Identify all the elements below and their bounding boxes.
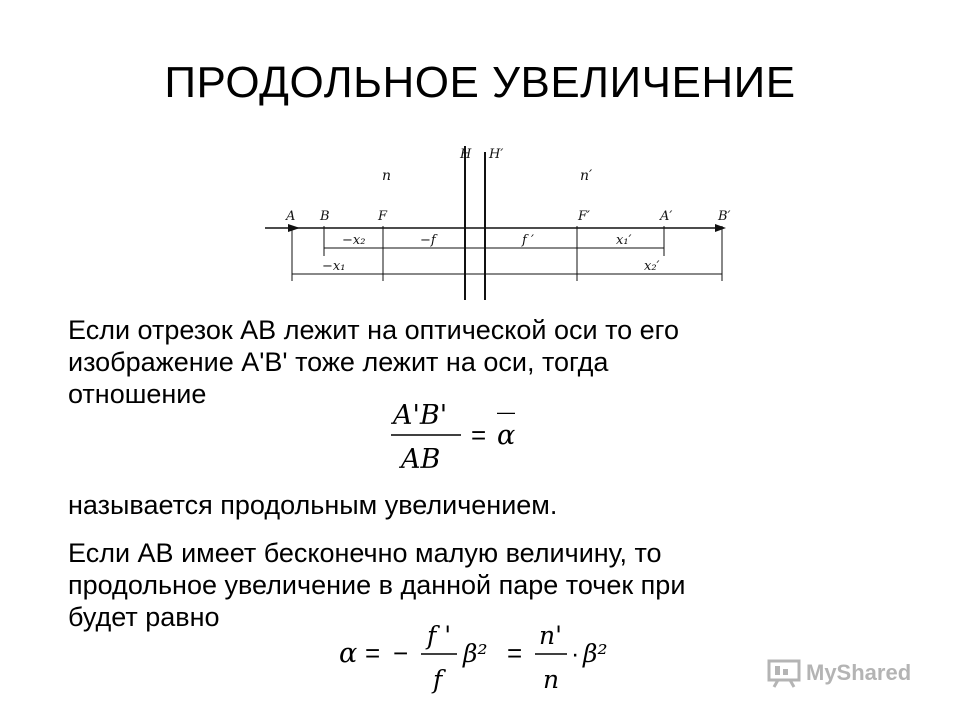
label-b: B: [320, 209, 330, 224]
label-x1-prime: x₁′: [616, 233, 632, 248]
paragraph-2: называется продольным увеличением.: [68, 490, 558, 520]
label-b-prime: B′: [718, 209, 731, 224]
formula-ratio-equals: =: [471, 420, 487, 450]
formula-equals-1: =: [365, 638, 381, 668]
axis-arrow-left: [288, 224, 300, 232]
watermark: [766, 656, 911, 690]
formula-f-prime: f ': [427, 621, 452, 650]
label-n-prime: n′: [580, 168, 593, 184]
formula-beta-squared-2: β²: [583, 639, 608, 668]
watermark-text: MyShared: [806, 660, 912, 685]
slide-title: ПРОДОЛЬНОЕ УВЕЛИЧЕНИЕ: [164, 58, 796, 107]
formula-n: n: [543, 665, 560, 694]
paragraph-1-line-2: изображение А'В' тоже лежит на оси, тогда: [68, 347, 609, 377]
formula-equals-2: =: [507, 638, 523, 668]
label-h-prime: H′: [489, 147, 504, 162]
formula-beta-squared-1: β²: [463, 639, 488, 668]
label-h: H: [460, 147, 472, 162]
formula-ratio-numerator: A'B': [393, 400, 448, 431]
label-a: A: [286, 209, 296, 224]
paragraph-3-line-2: продольное увеличение в данной паре точек при: [68, 570, 686, 600]
label-minus-x2: −x₂: [342, 233, 366, 248]
formula-ratio-alpha: α: [497, 420, 516, 451]
formula-n-prime: n': [539, 621, 562, 650]
label-minus-x1: −x₁: [322, 259, 346, 274]
paragraph-1-line-3: отношение: [68, 379, 207, 409]
formula-f: f: [433, 665, 443, 694]
optical-diagram: [260, 138, 760, 308]
formula-minus: −: [393, 638, 409, 668]
formula-dot: ·: [571, 640, 580, 668]
paragraph-3-line-1: Если АВ имеет бесконечно малую величину, то: [68, 538, 662, 568]
paragraph-1-line-1: Если отрезок АВ лежит на оптической оси то его: [68, 315, 679, 345]
formula-ratio-denominator: AB: [401, 444, 441, 475]
label-minus-f: −f: [420, 233, 436, 248]
label-f: F: [378, 209, 388, 224]
label-f-prime: F′: [578, 209, 590, 224]
label-a-prime: A′: [660, 209, 673, 224]
label-f-prime-dim: f ′: [522, 233, 534, 248]
paragraph-3-line-3: будет равно: [68, 602, 220, 632]
label-x2-prime: x₂′: [644, 259, 660, 274]
formula-longitudinal: [335, 612, 635, 698]
label-n: n: [382, 168, 392, 184]
formula-ratio: [385, 392, 545, 478]
formula-ratio-overbar: —: [497, 402, 515, 422]
presentation-board-icon: [766, 658, 802, 688]
formula-alpha: α: [339, 638, 358, 669]
axis-arrow-right: [715, 224, 726, 232]
